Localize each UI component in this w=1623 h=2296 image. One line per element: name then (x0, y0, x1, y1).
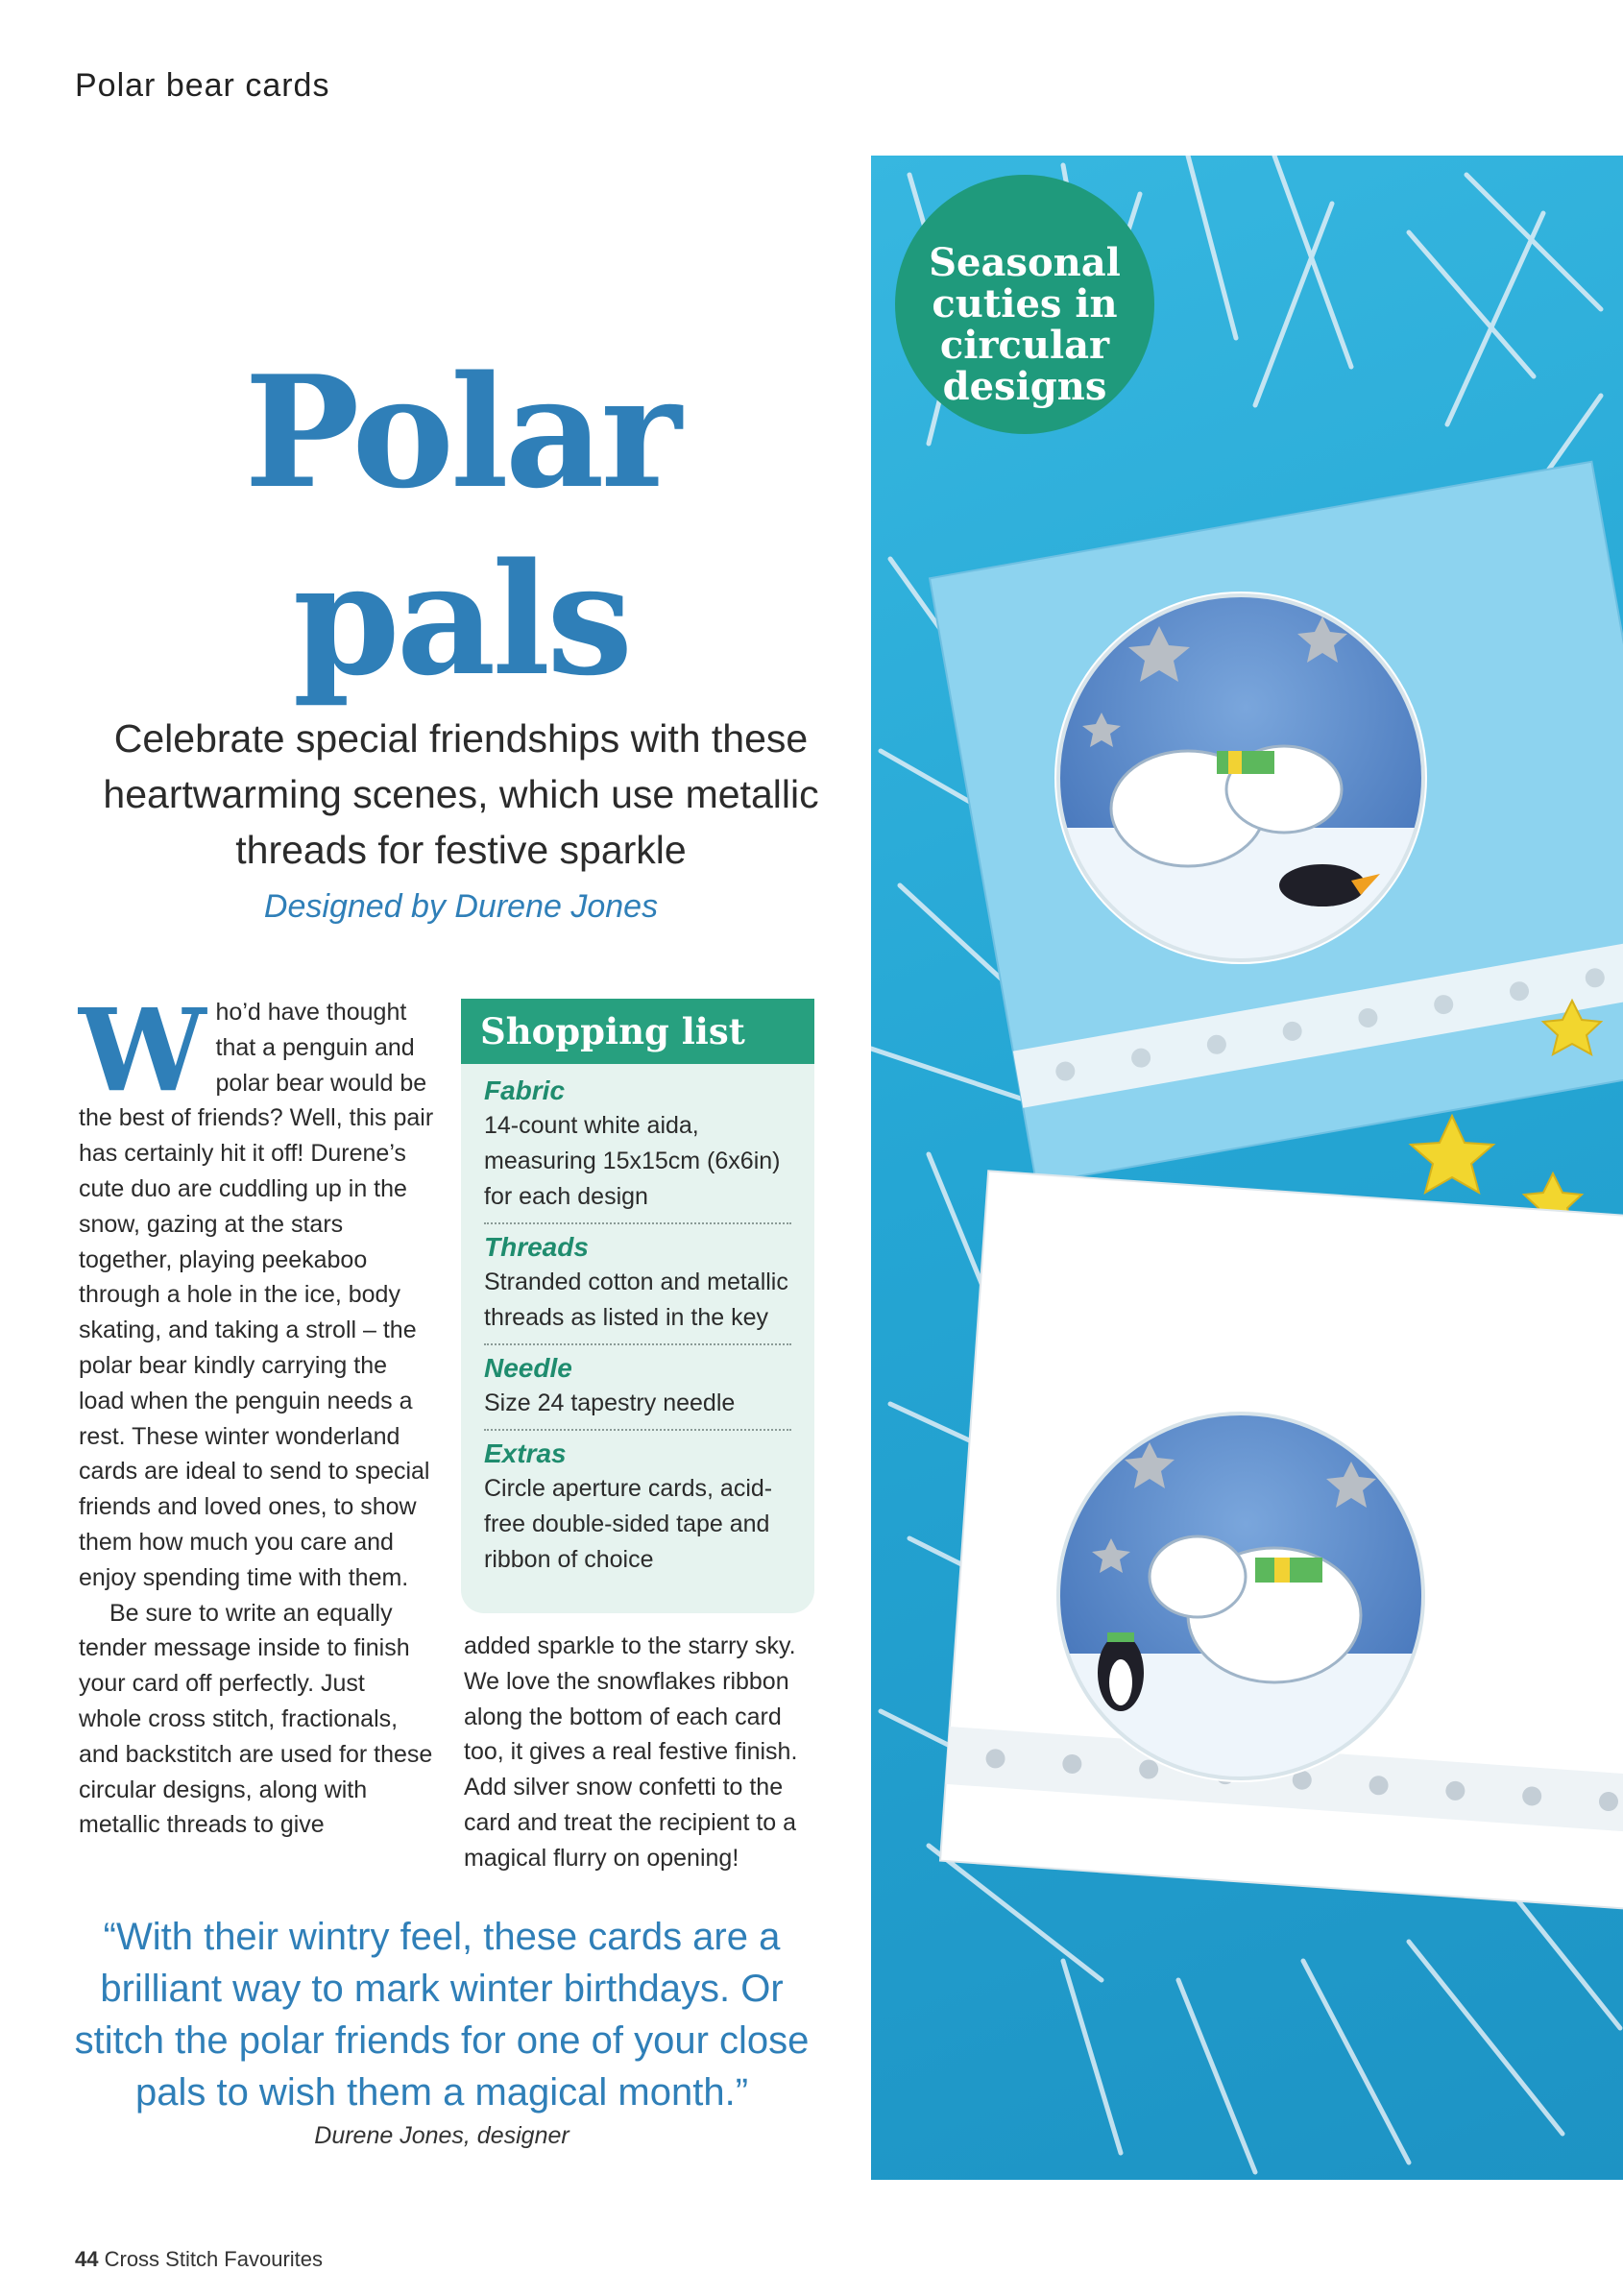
magazine-name: Cross Stitch Favourites (104, 2247, 324, 2271)
section-label: Polar bear cards (75, 67, 330, 104)
badge-line: circular (939, 323, 1110, 368)
badge-line: designs (942, 364, 1107, 409)
article-title-line1: Polar (244, 342, 678, 522)
shopping-list-box (461, 999, 814, 1613)
article-title-line2: pals (292, 529, 630, 710)
badge-line: cuties in (932, 281, 1118, 326)
cards-photo-illustration (871, 156, 1623, 2180)
page-footer (75, 2247, 323, 2272)
shopping-list-title: Shopping list (461, 999, 814, 1064)
body-paragraph-3: added sparkle to the starry sky. We love the snowflakes ribbon along the bottom of each card too, it gives a real festive finish. Add silver snow confetti to the card and treat the recipient to a magical flurry on opening! (464, 1632, 798, 1872)
shopping-list-section (484, 1431, 791, 1585)
shopping-list-section-title: Threads (484, 1232, 589, 1262)
body-column-2 (464, 1629, 819, 1876)
shopping-list-section-title: Extras (484, 1438, 567, 1468)
page-number: 44 (75, 2247, 99, 2271)
product-photo (871, 156, 1623, 2180)
body-column-1 (79, 983, 434, 1843)
byline: Designed by Durene Jones (263, 888, 659, 925)
shopping-list-section (484, 1068, 791, 1224)
pull-quote-attribution: Durene Jones, designer (314, 2122, 569, 2149)
shopping-list-section-text: Stranded cotton and metallic threads as listed in the key (484, 1269, 788, 1331)
body-paragraph-1: ho’d have thought that a penguin and polar bear would be the best of friends? Well, this pair has certainly hit it off! Durene’s cute duo are cuddling up in the snow, gazing at the stars together, playing peekaboo through a hole in the ice, body skating, and taking a stroll – the polar bear kindly carrying the load when the penguin needs a rest. These winter wonderland cards are ideal to send to special friends and loved ones, to show them how much you care and enjoy spending time with them. (79, 999, 434, 1591)
shopping-list-section-text: Size 24 tapestry needle (484, 1390, 736, 1416)
shopping-list-section-title: Needle (484, 1353, 572, 1383)
body-paragraph-2: Be sure to write an equally tender message inside to finish your card off perfectly. Just whole cross stitch, fractionals, and backstitch are used for these circular designs, along with metallic threads to give (79, 1599, 433, 1839)
badge-line: Seasonal (929, 240, 1121, 285)
shopping-list-section-text: Circle aperture cards, acid-free double-sided tape and ribbon of choice (484, 1475, 773, 1573)
feature-badge (895, 175, 1154, 434)
standfirst: Celebrate special friendships with these heartwarming scenes, which use metallic threads for festive sparkle (103, 716, 819, 872)
shopping-list-section-text: 14-count white aida, measuring 15x15cm (6x6in) for each design (484, 1112, 781, 1210)
shopping-list-section-title: Fabric (484, 1075, 566, 1105)
shopping-list-section (484, 1345, 791, 1431)
shopping-list-section (484, 1224, 791, 1345)
drop-cap: W (79, 983, 206, 1117)
pull-quote: “With their wintry feel, these cards are a brilliant way to mark winter birthdays. Or stitch the polar friends for one of your close pals to wish them a magical month.” (74, 1916, 810, 2114)
